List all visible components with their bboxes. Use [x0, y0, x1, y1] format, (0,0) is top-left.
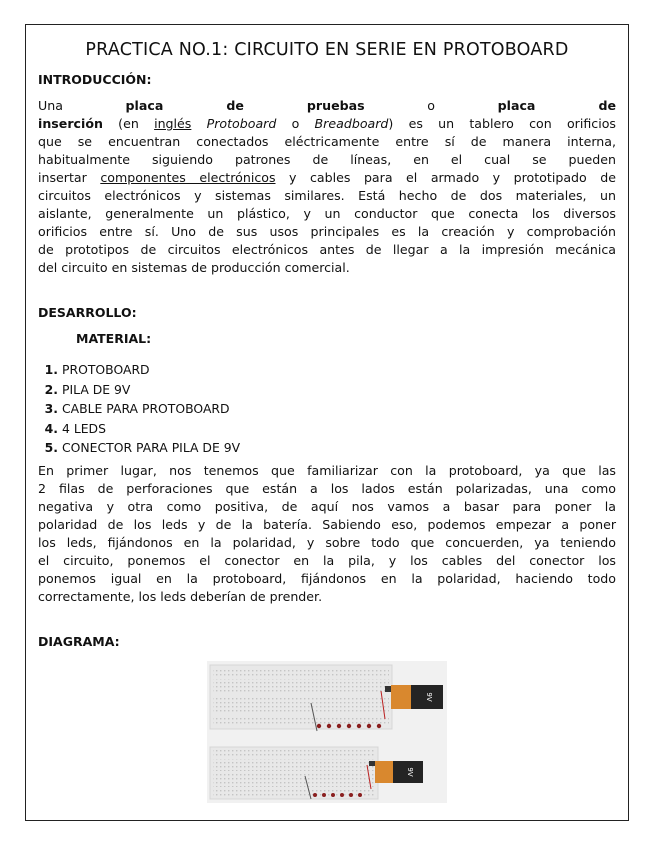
intro-paragraph — [38, 97, 616, 277]
list-item: 4. 4 LEDS — [44, 420, 106, 436]
body-line: 2 filas de perforaciones que están a los lados están polarizadas, una como — [38, 481, 616, 496]
intro-line: circuitos electrónicos y sistemas similares. Está hecho de dos materiales, un — [38, 188, 616, 203]
battery-bottom — [369, 761, 423, 783]
desarrollo-paragraph — [38, 462, 616, 606]
breadboard-bottom — [210, 747, 378, 799]
battery-top — [385, 685, 443, 709]
intro-line: Una placa de pruebas o placa de — [38, 98, 616, 113]
breadboard-top — [210, 665, 392, 731]
body-line: los leds, fijándonos en la polaridad, y sobre todo que concuerden, ya teniendo — [38, 535, 616, 550]
intro-line: orificios entre sí. Uno de sus usos principales es la creación y comprobación — [38, 224, 616, 239]
list-item: 1. PROTOBOARD — [44, 362, 150, 377]
componentes-link[interactable]: componentes electrónicos — [100, 170, 276, 185]
desarrollo-heading: DESARROLLO: — [38, 305, 137, 320]
circuit-diagram — [207, 661, 447, 803]
intro-line: que se encuentran conectados eléctricamente entre sí de manera interna, — [38, 134, 616, 149]
intro-line: del circuito en sistemas de producción comercial. — [38, 260, 350, 275]
list-item: 5. CONECTOR PARA PILA DE 9V — [44, 440, 241, 455]
ingles-link[interactable]: inglés — [154, 116, 192, 131]
material-list — [38, 360, 240, 458]
intro-line: inserción (en inglés Protoboard o Breadboard) es un tablero con orificios — [38, 116, 616, 131]
intro-line: insertar componentes electrónicos y cables para el armado y prototipado de — [38, 170, 616, 185]
page-title: PRACTICA NO.1: CIRCUITO EN SERIE EN PROTOBOARD — [85, 40, 569, 60]
body-line: polaridad de los leds y de la batería. Sabiendo eso, podemos empezar a poner — [38, 517, 616, 532]
list-item: 3. CABLE PARA PROTOBOARD — [44, 401, 230, 416]
body-line: ponemos igual en la protoboard, fijándonos en la polaridad, haciendo todo — [38, 571, 616, 586]
intro-line: aislante, generalmente un plástico, y un conductor que conecta los diversos — [38, 206, 616, 221]
material-heading: MATERIAL: — [76, 331, 152, 346]
intro-heading: INTRODUCCIÓN: — [38, 72, 152, 87]
body-line: negativa y otra como positiva, de aquí nos vamos a basar para poner la — [38, 499, 616, 514]
battery-label: 9V — [425, 692, 433, 702]
body-line: En primer lugar, nos tenemos que familiarizar con la protoboard, ya que las — [38, 463, 616, 478]
body-line: el circuito, ponemos el conector en la pila, y los cables del conector los — [38, 553, 616, 568]
page-frame — [25, 24, 629, 821]
battery-label: 9V — [406, 767, 414, 777]
intro-line: habitualmente siguiendo patrones de líneas, en el cual se pueden — [38, 152, 616, 167]
intro-line: de prototipos de circuitos electrónicos antes de llegar a la impresión mecánica — [38, 242, 616, 257]
body-line: correctamente, los leds deberían de prender. — [38, 589, 323, 604]
diagrama-heading: DIAGRAMA: — [38, 634, 120, 649]
list-item: 2. PILA DE 9V — [44, 381, 131, 397]
